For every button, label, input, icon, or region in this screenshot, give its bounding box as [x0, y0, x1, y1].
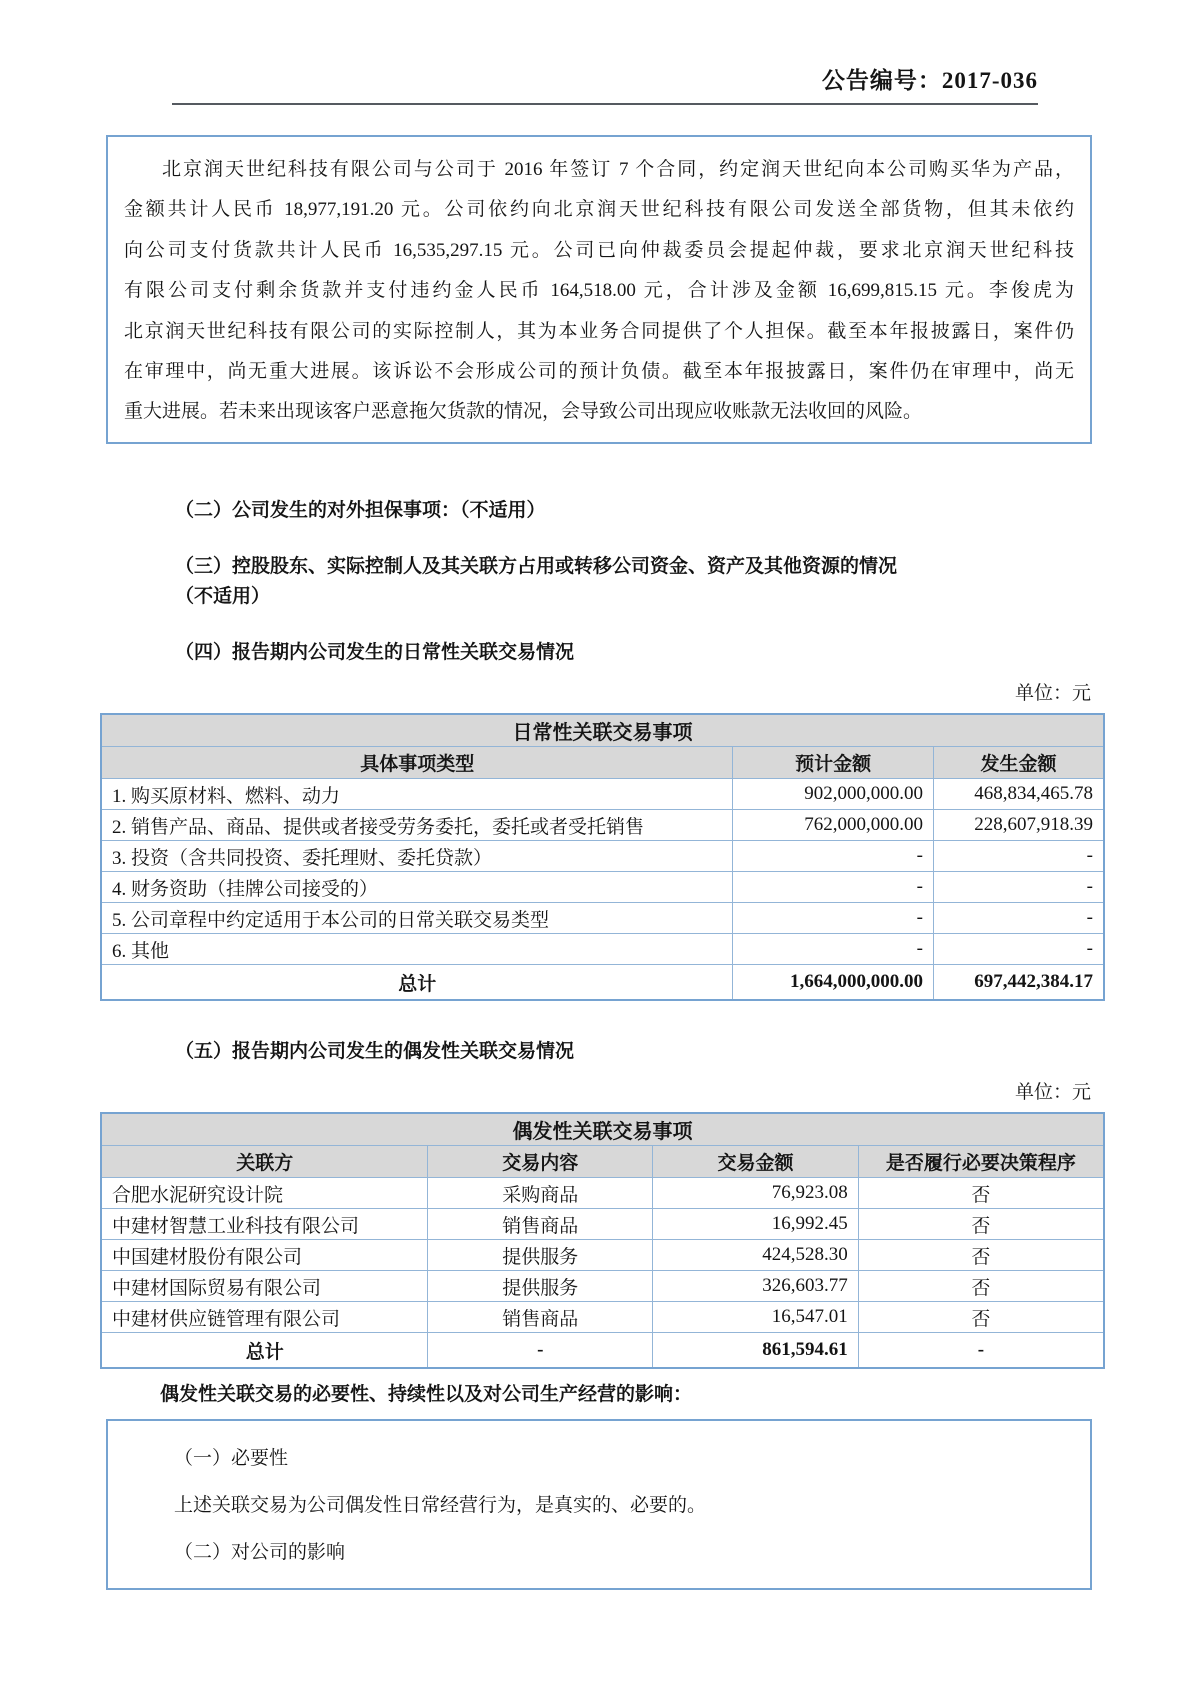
total-procedure-dash: - [858, 1333, 1104, 1368]
expected-amount-cell: 762,000,000.00 [733, 810, 934, 841]
table-title: 日常性关联交易事项 [101, 714, 1104, 747]
procedure-cell: 否 [858, 1271, 1104, 1302]
expected-amount-cell: - [733, 934, 934, 965]
total-label: 总计 [101, 965, 733, 1000]
column-header: 交易内容 [428, 1146, 653, 1178]
document-header [0, 0, 1200, 105]
section-heading-occupation-line2: （不适用） [175, 585, 271, 607]
table-row [101, 1271, 1104, 1302]
table-row [101, 1178, 1104, 1209]
total-expected-amount: 1,664,000,000.00 [733, 965, 934, 1000]
table-row [101, 1302, 1104, 1333]
transaction-amount-cell: 16,547.01 [653, 1302, 859, 1333]
routine-related-transactions-table [100, 713, 1105, 1001]
necessity-line: （一）必要性 [174, 1447, 289, 1469]
table-total-row [101, 965, 1104, 1000]
expected-amount-cell: - [733, 872, 934, 903]
unit-label-routine: 单位：元 [1014, 682, 1091, 704]
table-row [101, 872, 1104, 903]
table-row [101, 841, 1104, 872]
expected-amount-cell: - [733, 841, 934, 872]
necessity-box [106, 1419, 1092, 1590]
table-row [101, 810, 1104, 841]
expected-amount-cell: - [733, 903, 934, 934]
item-type-cell: 6. 其他 [101, 934, 733, 965]
table-row [101, 779, 1104, 810]
table-title-row [101, 1113, 1104, 1146]
table-row [101, 934, 1104, 965]
procedure-cell: 否 [858, 1209, 1104, 1240]
transaction-content-cell: 提供服务 [428, 1240, 653, 1271]
actual-amount-cell: - [933, 903, 1104, 934]
column-header: 交易金额 [653, 1146, 859, 1178]
transaction-content-cell: 采购商品 [428, 1178, 653, 1209]
expected-amount-cell: 902,000,000.00 [733, 779, 934, 810]
transaction-content-cell: 销售商品 [428, 1209, 653, 1240]
column-header: 关联方 [101, 1146, 428, 1178]
litigation-line: 有限公司支付剩余货款并支付违约金人民币 164,518.00 元，合计涉及金额 16,699,815.15 元。李俊虎为 [124, 280, 1074, 302]
table-title: 偶发性关联交易事项 [101, 1113, 1104, 1146]
table-header-row [101, 747, 1104, 779]
column-header: 是否履行必要决策程序 [858, 1146, 1104, 1178]
actual-amount-cell: - [933, 841, 1104, 872]
transaction-content-cell: 提供服务 [428, 1271, 653, 1302]
transaction-amount-cell: 424,528.30 [653, 1240, 859, 1271]
litigation-line: 在审理中，尚无重大进展。该诉讼不会形成公司的预计负债。截至本年报披露日，案件仍在审理中，尚无 [124, 361, 1074, 383]
litigation-line: 金额共计人民币 18,977,191.20 元。公司依约向北京润天世纪科技有限公司发送全部货物，但其未依约 [124, 199, 1074, 221]
item-type-cell: 5. 公司章程中约定适用于本公司的日常关联交易类型 [101, 903, 733, 934]
related-party-cell: 中建材智慧工业科技有限公司 [101, 1209, 428, 1240]
column-header: 预计金额 [733, 747, 934, 779]
procedure-cell: 否 [858, 1178, 1104, 1209]
procedure-cell: 否 [858, 1302, 1104, 1333]
section-heading-incidental-transactions: （五）报告期内公司发生的偶发性关联交易情况 [175, 1040, 575, 1062]
impact-statement-title: 偶发性关联交易的必要性、持续性以及对公司生产经营的影响： [160, 1383, 693, 1405]
item-type-cell: 2. 销售产品、商品、提供或者接受劳务委托，委托或者受托销售 [101, 810, 733, 841]
total-transaction-amount: 861,594.61 [653, 1333, 859, 1368]
actual-amount-cell: 228,607,918.39 [933, 810, 1104, 841]
incidental-related-transactions-table [100, 1112, 1105, 1369]
header-divider [172, 103, 1038, 105]
table-total-row [101, 1333, 1104, 1368]
table-title-row [101, 714, 1104, 747]
unit-label-incidental: 单位：元 [1014, 1081, 1091, 1103]
litigation-line: 重大进展。若未来出现该客户恶意拖欠货款的情况，会导致公司出现应收账款无法收回的风险。 [124, 401, 923, 423]
actual-amount-cell: - [933, 934, 1104, 965]
transaction-amount-cell: 326,603.77 [653, 1271, 859, 1302]
related-party-cell: 中国建材股份有限公司 [101, 1240, 428, 1271]
item-type-cell: 1. 购买原材料、燃料、动力 [101, 779, 733, 810]
item-type-cell: 4. 财务资助（挂牌公司接受的） [101, 872, 733, 903]
related-party-cell: 中建材供应链管理有限公司 [101, 1302, 428, 1333]
related-party-cell: 中建材国际贸易有限公司 [101, 1271, 428, 1302]
section-heading-occupation [175, 552, 1100, 612]
table-row [101, 903, 1104, 934]
column-header: 发生金额 [933, 747, 1104, 779]
section-heading-occupation-line1: （三）控股股东、实际控制人及其关联方占用或转移公司资金、资产及其他资源的情况 [175, 555, 898, 577]
table-header-row [101, 1146, 1104, 1178]
procedure-cell: 否 [858, 1240, 1104, 1271]
table-row [101, 1240, 1104, 1271]
necessity-line: 上述关联交易为公司偶发性日常经营行为，是真实的、必要的。 [174, 1494, 707, 1516]
total-content-dash: - [428, 1333, 653, 1368]
transaction-amount-cell: 76,923.08 [653, 1178, 859, 1209]
related-party-cell: 合肥水泥研究设计院 [101, 1178, 428, 1209]
section-heading-guarantees: （二）公司发生的对外担保事项：（不适用） [175, 499, 546, 521]
actual-amount-cell: - [933, 872, 1104, 903]
transaction-content-cell: 销售商品 [428, 1302, 653, 1333]
litigation-line: 向公司支付货款共计人民币 16,535,297.15 元。公司已向仲裁委员会提起仲裁，要求北京润天世纪科技 [124, 239, 1074, 261]
section-heading-routine-transactions: （四）报告期内公司发生的日常性关联交易情况 [175, 641, 575, 663]
litigation-disclosure-box [106, 135, 1092, 444]
total-label: 总计 [101, 1333, 428, 1368]
table-row [101, 1209, 1104, 1240]
litigation-line: 北京润天世纪科技有限公司的实际控制人，其为本业务合同提供了个人担保。截至本年报披露日，案件仍 [124, 320, 1074, 342]
column-header: 具体事项类型 [101, 747, 733, 779]
item-type-cell: 3. 投资（含共同投资、委托理财、委托贷款） [101, 841, 733, 872]
transaction-amount-cell: 16,992.45 [653, 1209, 859, 1240]
notice-number: 公告编号：2017-036 [821, 68, 1038, 93]
actual-amount-cell: 468,834,465.78 [933, 779, 1104, 810]
total-actual-amount: 697,442,384.17 [933, 965, 1104, 1000]
necessity-line: （二）对公司的影响 [174, 1541, 346, 1563]
litigation-line: 北京润天世纪科技有限公司与公司于 2016 年签订 7 个合同，约定润天世纪向本公司购买华为产品， [162, 159, 1074, 180]
